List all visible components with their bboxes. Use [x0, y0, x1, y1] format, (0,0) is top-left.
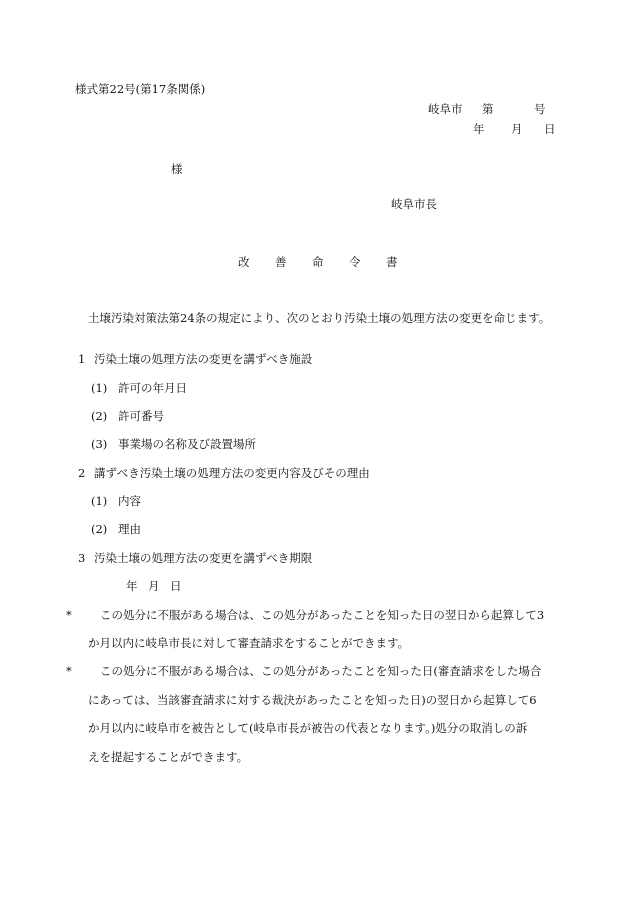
issue-date-line: [473, 124, 556, 136]
item-label: 汚染土壌の処理方法の変更を講ずべき施設: [94, 352, 313, 366]
note-1-line: か月以内に岐阜市長に対して審査請求をすることができます。: [88, 636, 410, 650]
issue-day-label: 日: [544, 122, 556, 136]
sub-item-2-2: [91, 524, 141, 536]
item-number: 2: [78, 466, 86, 480]
item-label: 講ずべき汚染土壌の処理方法の変更内容及びその理由: [94, 466, 370, 480]
form-number-label: 様式第22号(第17条関係): [75, 82, 206, 96]
issuer-name: 岐阜市長: [391, 197, 437, 211]
deadline-day-label: 日: [170, 579, 182, 593]
deadline-month-label: 月: [148, 579, 160, 593]
title-char: 書: [386, 255, 398, 269]
note-2-mark: *: [66, 664, 72, 678]
note-2-line: この処分に不服がある場合は、この処分があったことを知った日(審査請求をした場合: [100, 664, 542, 678]
number-prefix: 第: [482, 102, 494, 116]
item-number: 1: [78, 352, 86, 366]
note-2-line: にあっては、当該審査請求に対する裁決があったことを知った日)の翌日から起算して6: [88, 693, 537, 707]
title-char: 命: [312, 255, 324, 269]
issue-month-label: 月: [511, 122, 523, 136]
intro-paragraph: 土壌汚染対策法第24条の規定により、次のとおり汚染土壌の処理方法の変更を命じます。: [88, 311, 551, 325]
sub-item-label: 事業場の名称及び設置場所: [118, 437, 256, 451]
item-2: [78, 468, 370, 480]
sub-item-1-2: [91, 411, 164, 423]
note-1-line: この処分に不服がある場合は、この処分があったことを知った日の翌日から起算して3: [100, 608, 545, 622]
note-1-mark: *: [66, 608, 72, 622]
item-number: 3: [78, 551, 86, 565]
sub-item-1-1: [91, 383, 187, 395]
sub-item-number: (2): [91, 522, 108, 536]
sub-item-label: 許可の年月日: [118, 381, 187, 395]
note-2-line: えを提起することができます。: [88, 750, 249, 764]
sub-item-2-1: [91, 496, 141, 508]
title-char: 改: [238, 255, 250, 269]
note-2-line: か月以内に岐阜市を被告として(岐阜市長が被告の代表となります。)処分の取消しの訴: [88, 721, 528, 735]
document-number-line: [428, 104, 546, 116]
recipient-honorific: 様: [171, 162, 183, 176]
number-suffix: 号: [534, 102, 546, 116]
sub-item-number: (3): [91, 437, 108, 451]
issue-year-label: 年: [473, 122, 485, 136]
item-3: [78, 553, 312, 565]
title-char: 令: [349, 255, 361, 269]
sub-item-number: (1): [91, 494, 108, 508]
sub-item-label: 内容: [118, 494, 141, 508]
deadline-date-line: [126, 581, 182, 593]
item-1: [78, 354, 312, 366]
sub-item-1-3: [91, 439, 256, 451]
sub-item-label: 許可番号: [118, 409, 164, 423]
deadline-year-label: 年: [126, 579, 138, 593]
city-name: 岐阜市: [428, 102, 463, 116]
sub-item-label: 理由: [118, 522, 141, 536]
title-char: 善: [275, 255, 287, 269]
item-label: 汚染土壌の処理方法の変更を講ずべき期限: [94, 551, 313, 565]
sub-item-number: (2): [91, 409, 108, 423]
document-title: [238, 257, 398, 269]
sub-item-number: (1): [91, 381, 108, 395]
